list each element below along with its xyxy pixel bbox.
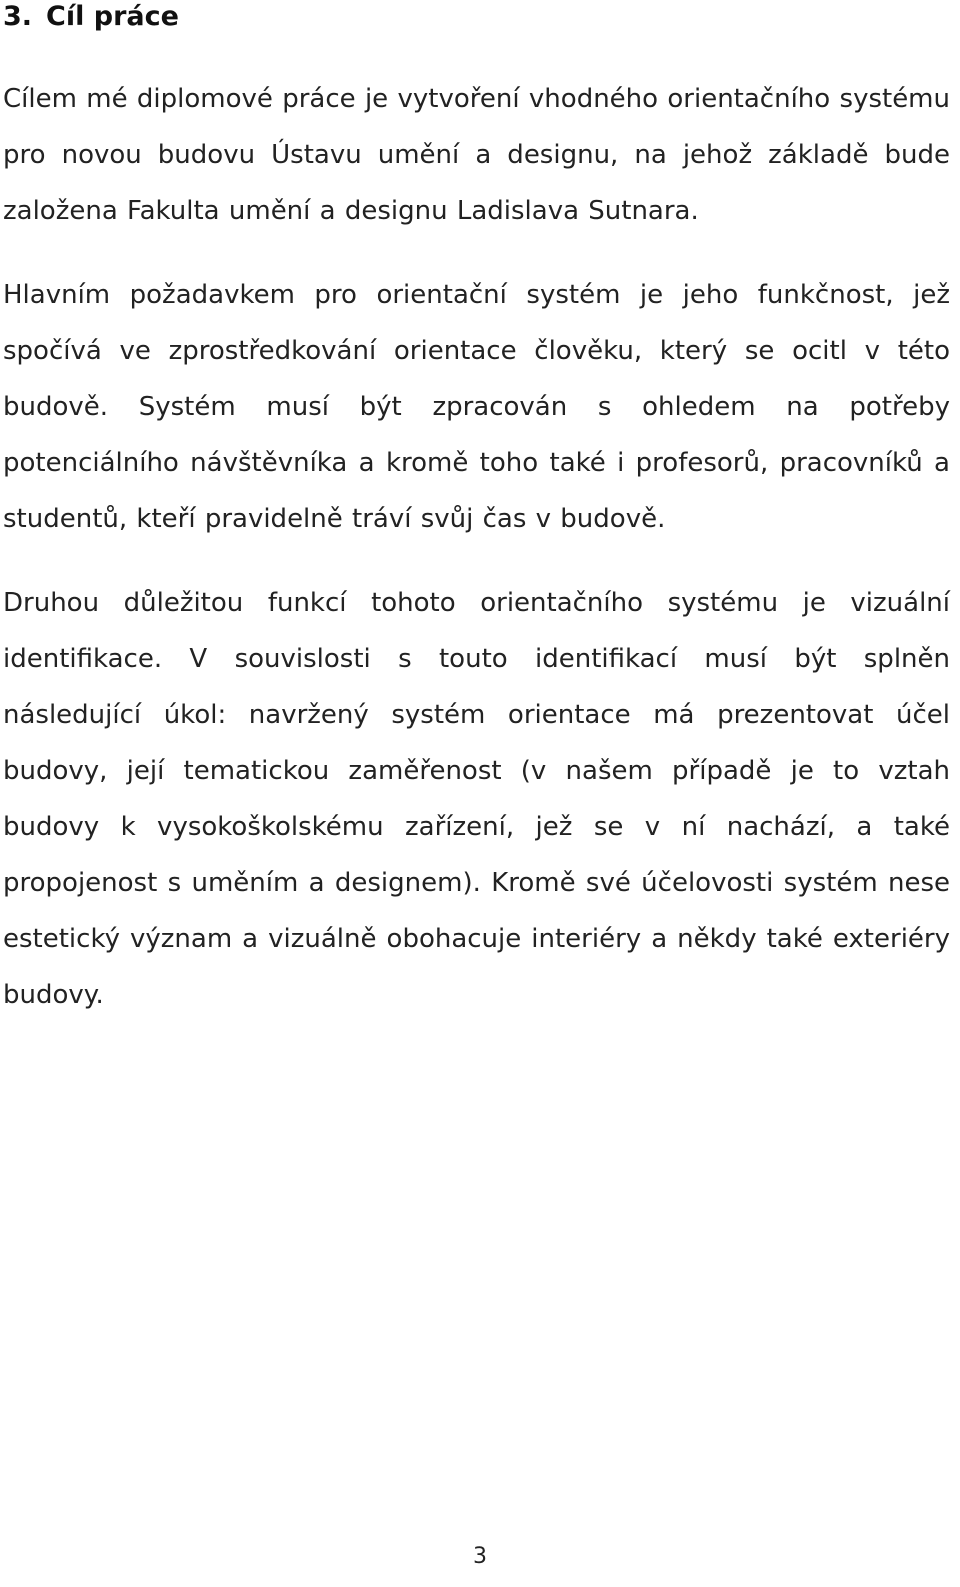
paragraph-goal: Cílem mé diplomové práce je vytvoření vhodného orientačního systému pro novou budovu Ústavu umění a designu, na jehož základě bude založena Fakulta umění a designu Ladislava Sutnara. <box>3 84 950 226</box>
section-number: 3. <box>3 1 33 32</box>
paragraph-requirements: Hlavním požadavkem pro orientační systém je jeho funkčnost, jež spočívá ve zprostředkování orientace člověku, který se ocitl v této budově. Systém musí být zpracován s ohledem na potřeby potenciálního návštěvníka a kromě toho také i profesorů, pracovníků a studentů, kteří pravidelně tráví svůj čas v budově. <box>3 280 950 534</box>
section-heading <box>3 0 950 34</box>
document-page <box>3 0 950 1023</box>
paragraph-identification: Druhou důležitou funkcí tohoto orientačního systému je vizuální identifikace. V souvislosti s touto identifikací musí být splněn následující úkol: navržený systém orientace má prezentovat účel budovy, její tematickou zaměřenost (v našem případě je to vztah budovy k vysokoškolskému zařízení, jež se v ní nachází, a také propojenost s uměním a designem). Kromě své účelovosti systém nese estetický význam a vizuálně obohacuje interiéry a někdy také exteriéry budovy. <box>3 588 950 1010</box>
page-number: 3 <box>473 1544 487 1569</box>
section-title: Cíl práce <box>46 1 179 32</box>
